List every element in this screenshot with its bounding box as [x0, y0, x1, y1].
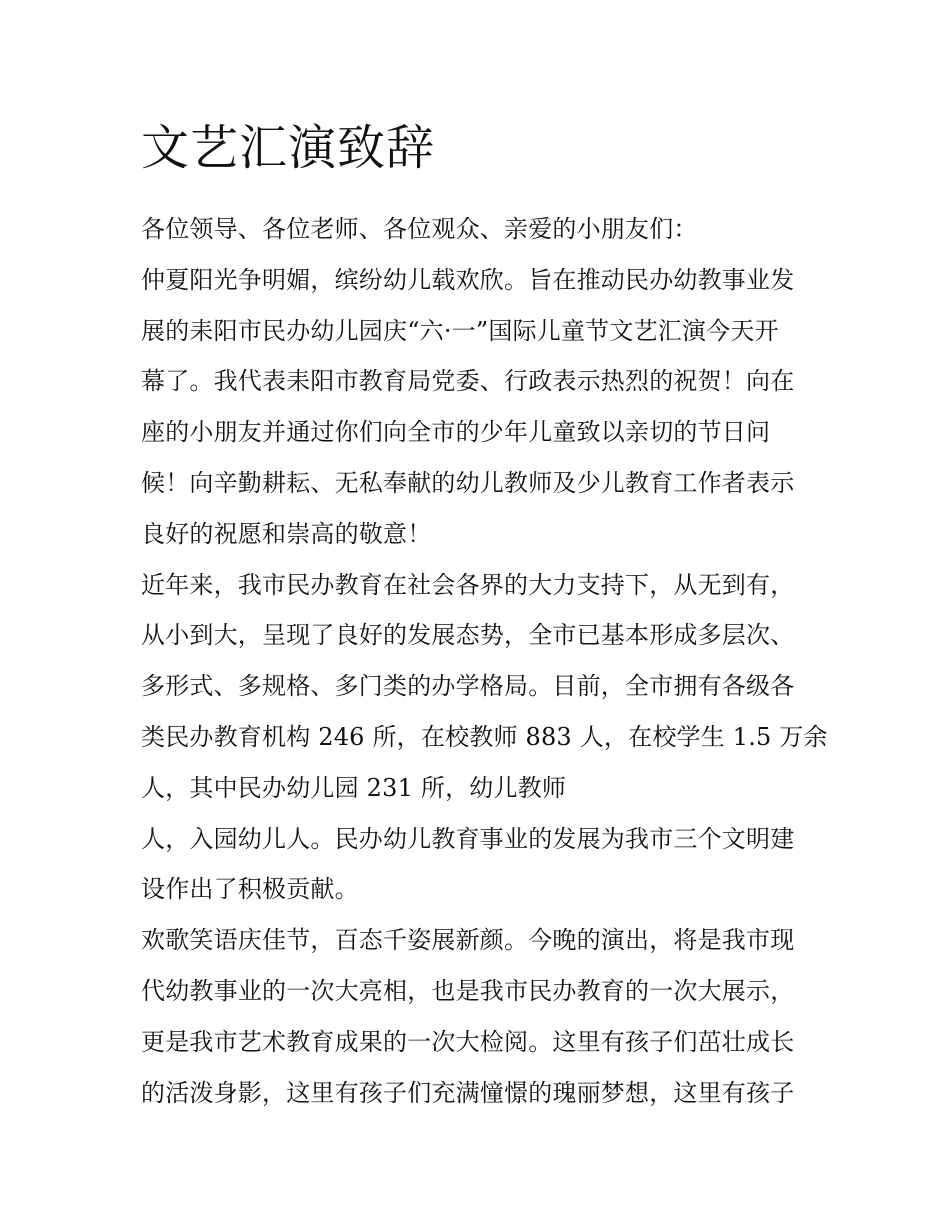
text-line: 各位领导、各位老师、各位观众、亲爱的小朋友们：: [141, 215, 698, 243]
text-line: 代幼教事业的一次大亮相，也是我市民办教育的一次大展示，: [141, 976, 795, 1005]
document-body: [141, 204, 828, 1118]
text-line: 良好的祝愿和崇高的敬意！: [141, 519, 432, 548]
text-line: 人，入园幼儿人。民办幼儿教育事业的发展为我市三个文明建: [141, 824, 795, 853]
text-line: 更是我市艺术教育成果的一次大检阅。这里有孩子们茁壮成长: [141, 1027, 795, 1056]
document-title: 文艺汇演致辞: [141, 120, 436, 176]
text-line: 仲夏阳光争明媚，缤纷幼儿载欢欣。旨在推动民办幼教事业发: [141, 265, 795, 294]
text-line: 的活泼身影，这里有孩子们充满憧憬的瑰丽梦想，这里有孩子: [141, 1078, 795, 1107]
text-line: 近年来，我市民办教育在社会各界的大力支持下，从无到有，: [141, 570, 795, 599]
text-line: 座的小朋友并通过你们向全市的少年儿童致以亲切的节日问: [141, 418, 771, 447]
text-line: 设作出了积极贡献。: [141, 875, 359, 904]
text-line: 类民办教育机构 246 所，在校教师 883 人，在校学生 1.5 万余: [141, 722, 828, 751]
text-line: 幕了。我代表耒阳市教育局党委、行政表示热烈的祝贺！向在: [141, 367, 795, 396]
text-line: 从小到大，呈现了良好的发展态势，全市已基本形成多层次、: [141, 621, 795, 650]
text-line: 欢歌笑语庆佳节，百态千姿展新颜。今晚的演出，将是我市现: [141, 926, 795, 955]
text-line: 人，其中民办幼儿园 231 所，幼儿教师: [141, 773, 567, 802]
text-line: 多形式、多规格、多门类的办学格局。目前，全市拥有各级各: [141, 672, 795, 701]
text-line: 候！向辛勤耕耘、无私奉献的幼儿教师及少儿教育工作者表示: [141, 468, 795, 497]
text-line: 展的耒阳市民办幼儿园庆“六·一”国际儿童节文艺汇演今天开: [141, 316, 779, 345]
document-content: [141, 112, 828, 1118]
